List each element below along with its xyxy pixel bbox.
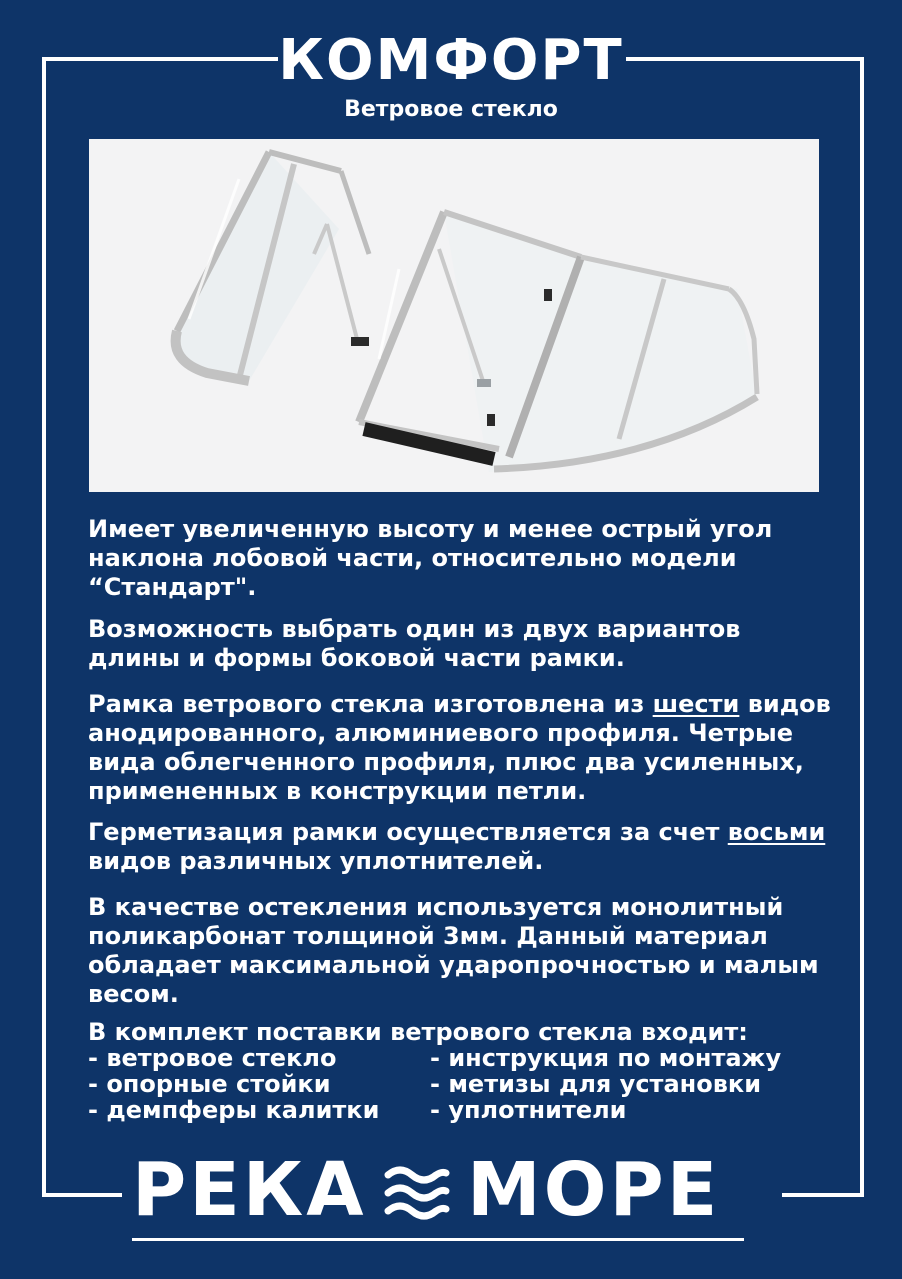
windshield-left-piece <box>176 152 369 381</box>
paragraph-glazing: В качестве остекления используется монолитный поликарбонат толщиной 3мм. Данный материал обладает максимальной ударопрочностью и малым весом. <box>88 893 819 1008</box>
waves-icon <box>382 1163 452 1223</box>
page-subtitle: Ветровое стекло <box>344 97 558 122</box>
frame-right <box>860 57 864 1197</box>
package-heading: В комплект поставки ветрового стекла входит: <box>88 1018 748 1046</box>
windshield-right-piece <box>359 212 757 472</box>
package-item: - ветровое стекло <box>88 1044 337 1072</box>
logo-underline <box>132 1238 744 1241</box>
logo-word-right: МОРЕ <box>467 1147 721 1233</box>
windshield-product-photo <box>89 139 819 492</box>
frame-left <box>42 57 46 1197</box>
paragraph-frame-options: Возможность выбрать один из двух вариантов длины и формы боковой части рамки. <box>88 615 741 672</box>
paragraph-profile <box>88 690 833 806</box>
package-item: - метизы для установки <box>430 1070 762 1098</box>
logo-word-left: РЕКА <box>132 1147 367 1233</box>
paragraph-sealing-highlight: восьми <box>727 818 826 846</box>
paragraph-height: Имеет увеличенную высоту и менее острый угол наклона лобовой части, относительно модели “Стандарт". <box>88 515 773 601</box>
package-item: - инструкция по монтажу <box>430 1044 782 1072</box>
frame-bottom-right <box>782 1193 864 1197</box>
paragraph-sealing-end: видов различных уплотнителей. <box>88 847 544 875</box>
brand-logo <box>132 1145 770 1235</box>
package-item: - демпферы калитки <box>88 1096 380 1124</box>
page-title: КОМФОРТ <box>278 28 624 93</box>
package-item: - уплотнители <box>430 1096 627 1124</box>
package-item: - опорные стойки <box>88 1070 331 1098</box>
paragraph-sealing-start: Герметизация рамки осуществляется за счет <box>88 818 728 846</box>
paragraph-sealing <box>88 818 833 876</box>
paragraph-profile-highlight: шести <box>652 690 740 718</box>
paragraph-profile-start: Рамка ветрового стекла изготовлена из <box>88 690 653 718</box>
paragraph-profile-end: видов анодированного, алюминиевого профиля. Четрые вида облегченного профиля, плюс два усиленных, примененных в конструкции петли. <box>88 690 831 805</box>
frame-bottom-left <box>42 1193 122 1197</box>
